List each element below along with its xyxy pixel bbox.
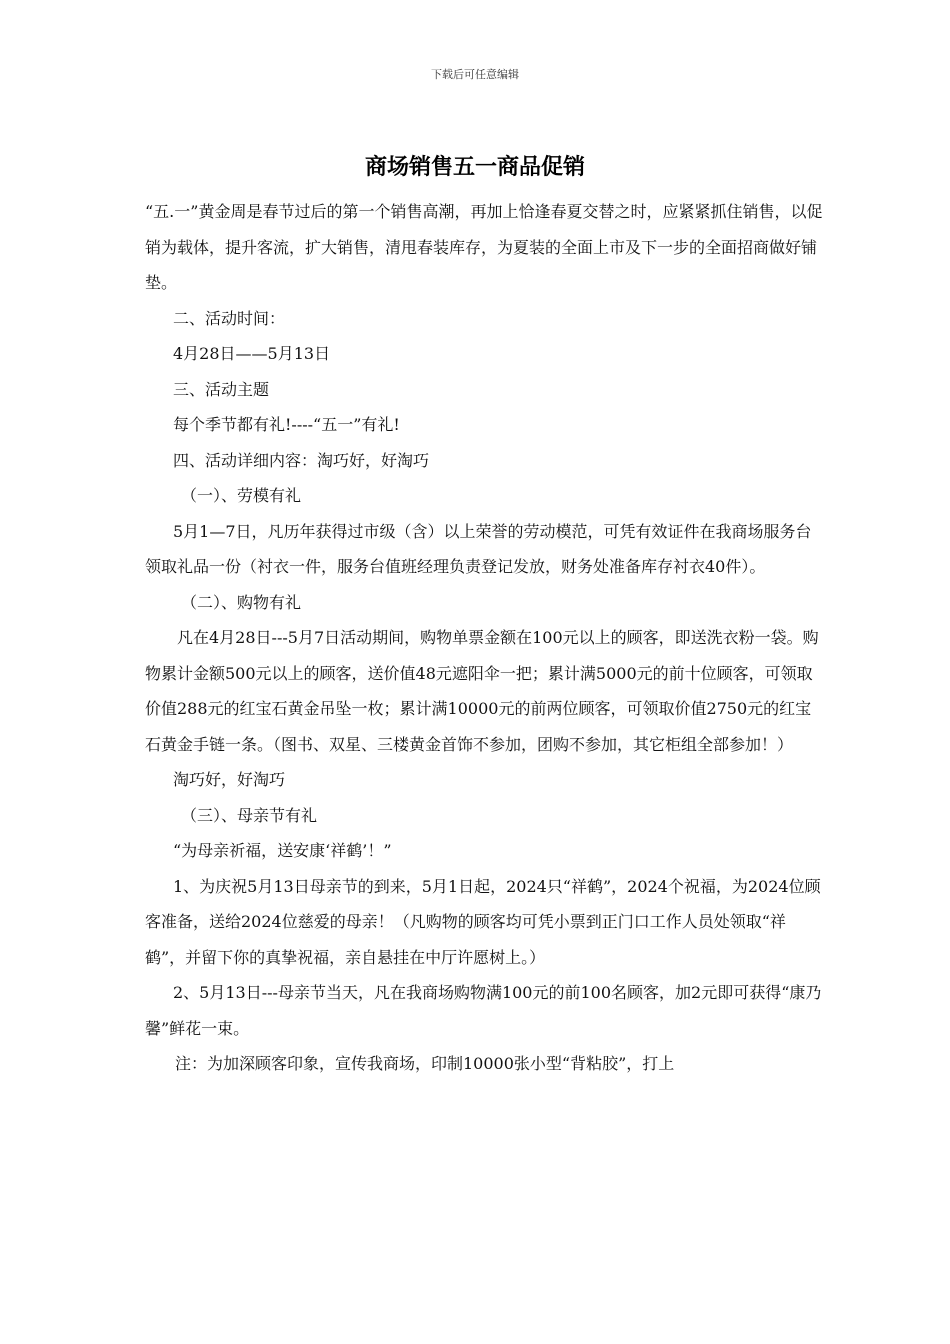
- paragraph-intro: “五.一”黄金周是春节过后的第一个销售高潮，再加上恰逢春夏交替之时，应紧紧抓住销售，以促销为载体，提升客流，扩大销售，清甩春装库存，为夏装的全面上市及下一步的全面招商做好铺垫。: [145, 202, 823, 292]
- document-body: [145, 194, 825, 1082]
- paragraph-details-heading: 四、活动详细内容：淘巧好，好淘巧: [173, 450, 430, 470]
- paragraph-item-2: [145, 975, 825, 1046]
- paragraph-theme: 每个季节都有礼!----“五一”有礼!: [173, 415, 400, 434]
- paragraph-section-1-heading: （一）、劳模有礼: [181, 486, 302, 505]
- paragraph-activity-time-heading: 二、活动时间：: [173, 308, 286, 328]
- paragraph-section-2-heading: （二）、购物有礼: [181, 592, 302, 612]
- paragraph-section-1-text: 5月1—7日，凡历年获得过市级（含）以上荣誉的劳动模范，可凭有效证件在我商场服务台领取礼品一份（衬衣一件，服务台值班经理负责登记发放，财务处准备库存衬衣40件）。: [145, 521, 812, 576]
- paragraph-section-2-text: 凡在4月28日---5月7日活动期间，购物单票金额在100元以上的顾客，即送洗衣粉一袋。购物累计金额500元以上的顾客，送价值48元遮阳伞一把；累计满5000元的前十位顾客，可领取价值288元的红宝石黄金吊坠一枚；累计满10000元的前两位顾客，可领取价值2750元的红宝石黄金手链一条。（图书、双星、三楼黄金首饰不参加，团购不参加，其它柜组全部参加！）: [145, 628, 819, 754]
- paragraph-item-2-text: 2、5月13日---母亲节当天，凡在我商场购物满100元的前100名顾客，加2元即可获得“康乃馨”鲜花一束。: [145, 983, 822, 1038]
- paragraph-section-1: [145, 514, 825, 585]
- header-note: 下载后可任意编辑: [431, 68, 519, 81]
- paragraph-note-text: 注：为加深顾客印象，宣传我商场，印制10000张小型“背粘胶”，打上: [175, 1054, 675, 1073]
- paragraph-section-2: [145, 620, 825, 762]
- paragraph-activity-time: 4月28日——5月13日: [173, 344, 331, 363]
- paragraph-section-3-heading: （三）、母亲节有礼: [181, 805, 318, 825]
- paragraph-item-1-text: 1、为庆祝5月13日母亲节的到来，5月1日起，2024只“祥鹤”，2024个祝福，为2024位顾客准备，送给2024位慈爱的母亲！（凡购物的顾客均可凭小票到正门口工作人员处领取“祥鹤”，并留下你的真挚祝福，亲自悬挂在中厅许愿树上。）: [145, 876, 821, 967]
- paragraph-note: [145, 1046, 825, 1082]
- paragraph-theme-heading: 三、活动主题: [173, 379, 270, 399]
- paragraph-mothers-day-slogan: “为母亲祈福，送安康‘祥鹤’！”: [173, 841, 392, 860]
- document-title: 商场销售五一商品促销: [364, 155, 585, 180]
- paragraph-item-1: [145, 869, 825, 976]
- paragraph-slogan: 淘巧好，好淘巧: [173, 770, 286, 789]
